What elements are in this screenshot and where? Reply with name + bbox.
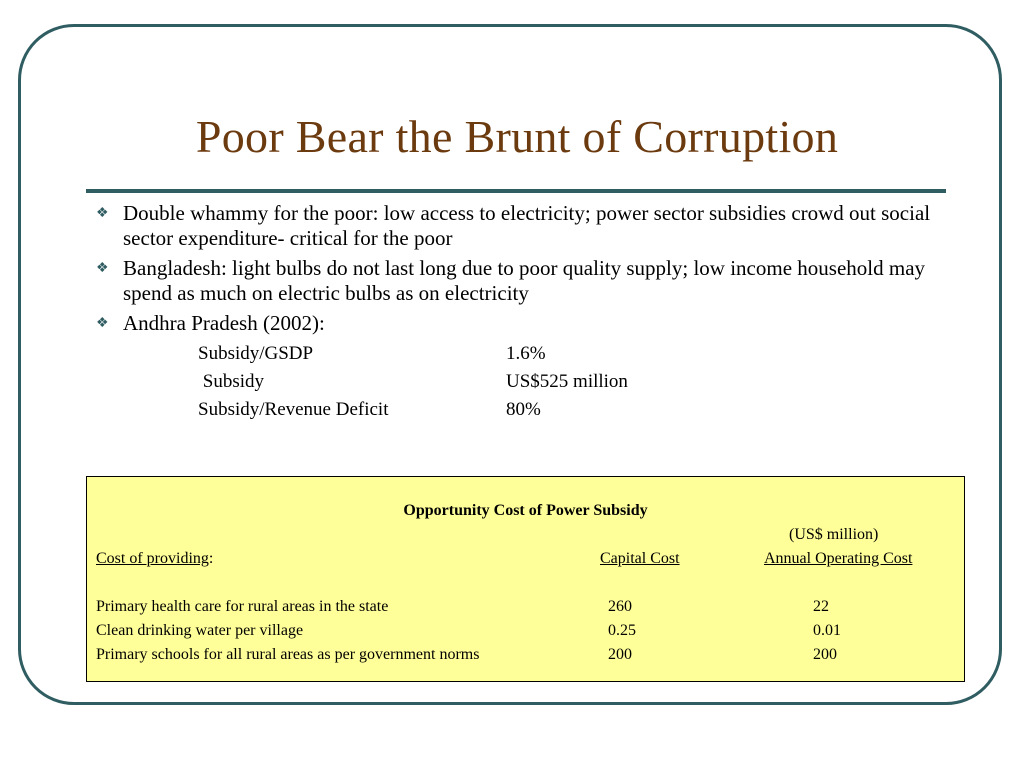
- table-row-item: Primary health care for rural areas in the state: [96, 598, 389, 615]
- stat-value: 1.6%: [506, 343, 546, 364]
- table-row-capital: 0.25: [608, 622, 636, 639]
- diamond-bullet-icon: ❖: [96, 261, 109, 276]
- table-row-capital: 200: [608, 646, 632, 663]
- table-title: Opportunity Cost of Power Subsidy: [403, 502, 648, 519]
- stat-value: 80%: [506, 399, 541, 420]
- cost-of-providing-label: Cost of providing: [96, 550, 209, 567]
- stat-label: Subsidy/GSDP: [198, 343, 314, 364]
- bullet-item: [96, 256, 946, 306]
- table-row-operating: 200: [813, 646, 837, 663]
- table-row-operating: 0.01: [813, 622, 841, 639]
- diamond-bullet-icon: ❖: [96, 316, 109, 331]
- table-row-capital: 260: [608, 598, 632, 615]
- header-colon: :: [208, 550, 214, 567]
- column-header-annual-operating-cost: Annual Operating Cost: [764, 550, 913, 567]
- table-row-item: Primary schools for all rural areas as per government norms: [96, 646, 480, 663]
- column-header-capital-cost: Capital Cost: [600, 550, 680, 567]
- table-row-operating: 22: [813, 598, 829, 615]
- bullet-item: [96, 201, 946, 251]
- bullet-text: Double whammy for the poor: low access to electricity; power sector subsidies crowd out social sector expenditure- critical for the poor: [123, 201, 931, 250]
- bullet-item: [96, 311, 946, 336]
- slide-title: Poor Bear the Brunt of Corruption: [195, 111, 839, 162]
- bullet-text: Bangladesh: light bulbs do not last long due to poor quality supply; low income household may spend as much on electric bulbs as on electricity: [123, 256, 926, 305]
- bullet-list: [96, 201, 946, 341]
- stat-value: US$525 million: [506, 371, 628, 392]
- diamond-bullet-icon: ❖: [96, 206, 109, 221]
- bullet-text: Andhra Pradesh (2002):: [123, 311, 325, 335]
- table-header-label: [96, 549, 213, 569]
- table-row-item: Clean drinking water per village: [96, 622, 304, 639]
- table-units: (US$ million): [789, 526, 879, 543]
- opportunity-cost-table: [86, 476, 965, 682]
- stat-label: Subsidy/Revenue Deficit: [198, 399, 389, 420]
- title-divider: [86, 189, 946, 193]
- stat-label: Subsidy: [198, 371, 264, 392]
